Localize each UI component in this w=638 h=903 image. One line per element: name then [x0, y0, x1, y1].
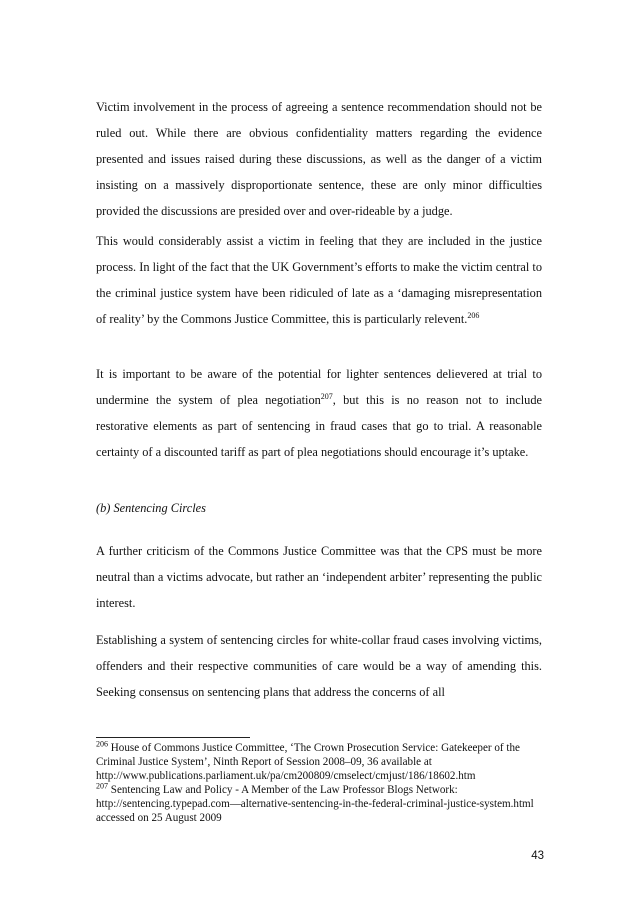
- footnote-206: [96, 741, 542, 783]
- footnote-number: 207: [96, 781, 108, 791]
- heading-text: (b) Sentencing Circles: [96, 501, 206, 515]
- footnote-text: Sentencing Law and Policy - A Member of the Law Professor Blogs Network: http://sentencing.typepad.com—alternative-sentencing-in-the-federal-criminal-justice-system.html accessed on 25 August 2009: [96, 784, 534, 824]
- paragraph-sentencing-circles: [96, 628, 542, 706]
- paragraph-text: It is important to be aware of the potential for lighter sentences delievered at trial to undermine the system of plea negotiation: [96, 367, 542, 407]
- paragraph-victim-inclusion: [96, 229, 542, 333]
- paragraph-plea-negotiation: [96, 362, 542, 466]
- footnote-text: House of Commons Justice Committee, ‘The Crown Prosecution Service: Gatekeeper of the Criminal Justice System’, Ninth Report of Session 2008–09, 36 available at http://www.publications.parliament.uk/pa/cm200809/cmselect/cmjust/186/18602.htm: [96, 742, 520, 782]
- paragraph-text: Establishing a system of sentencing circles for white-collar fraud cases involving victims, offenders and their respective communities of care would be a way of amending this. Seeking consensus on sentencing plans that address the concerns of all: [96, 633, 542, 699]
- footnote-ref-206[interactable]: 206: [467, 310, 480, 320]
- paragraph-cps-neutral: [96, 539, 542, 617]
- section-heading: [96, 496, 542, 522]
- footnote-separator: [96, 737, 250, 738]
- footnote-ref-207[interactable]: 207: [320, 391, 333, 401]
- paragraph-text: , but this is no reason not to include restorative elements as part of sentencing in fraud cases that go to trial. A reasonable certainty of a discounted tariff as part of plea negotiations should encourage it’s uptake.: [96, 392, 542, 459]
- footnote-number: 206: [96, 739, 108, 749]
- paragraph-text: A further criticism of the Commons Justice Committee was that the CPS must be more neutral than a victims advocate, but rather an ‘independent arbiter’ representing the public interest.: [96, 544, 542, 610]
- footnotes: [96, 741, 542, 825]
- footnote-207: [96, 783, 542, 825]
- paragraph-text: This would considerably assist a victim in feeling that they are included in the justice process. In light of the fact that the UK Government’s efforts to make the victim central to the criminal justice system have been ridiculed of late as a ‘damaging misrepresentation of reality’ by the Commons Justice Committee, this is particularly relevent.: [96, 234, 542, 326]
- paragraph-victim-involvement: [96, 95, 542, 225]
- paragraph-text: Victim involvement in the process of agreeing a sentence recommendation should not be ruled out. While there are obvious confidentiality matters regarding the evidence presented and issues raised during these discussions, as well as the danger of a victim insisting on a massively disproportionate sentence, these are only minor difficulties provided the discussions are presided over and over-rideable by a judge.: [96, 100, 542, 218]
- page-number: 43: [531, 850, 544, 862]
